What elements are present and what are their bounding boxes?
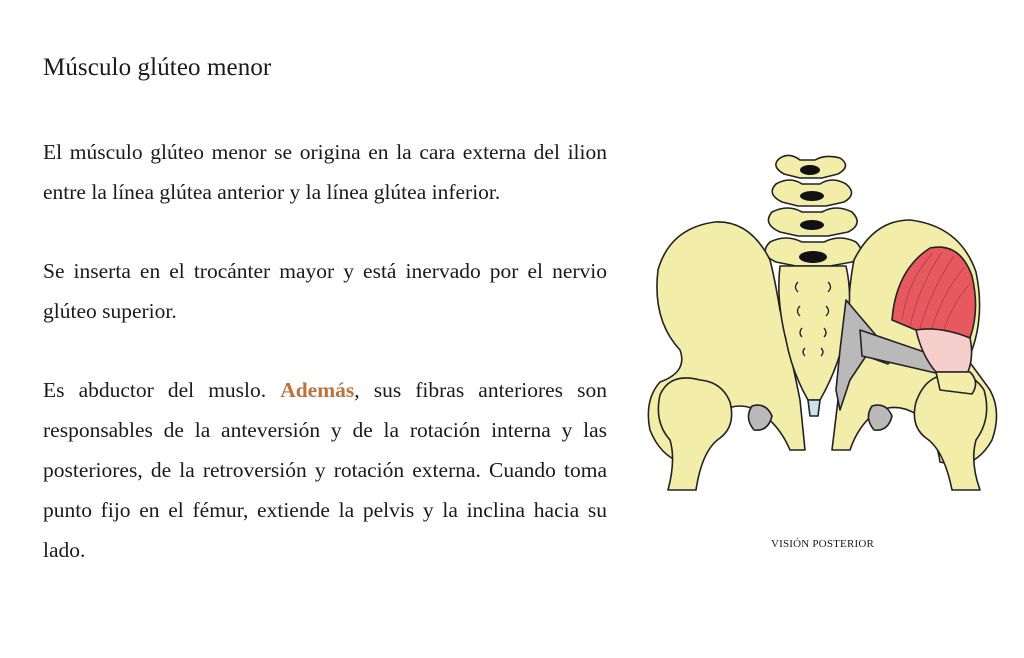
body-text xyxy=(43,132,607,609)
greater-trochanter xyxy=(936,372,976,394)
left-femur xyxy=(658,378,731,490)
left-obturator xyxy=(748,405,772,430)
figure-caption: VISIÓN POSTERIOR xyxy=(770,538,875,550)
page-title: Músculo glúteo menor xyxy=(43,54,272,81)
pelvis-posterior-svg xyxy=(640,150,1010,500)
pelvis-illustration xyxy=(640,150,1010,500)
ademas-link[interactable]: Además xyxy=(280,378,355,402)
right-obturator xyxy=(868,405,892,430)
paragraph-function-rest: , sus fibras anteriores son responsables de la anteversión y de la rotación interna y las posteriores, de la retroversión y rotación externa. Cuando toma punto fijo en el fémur, extiende la pelvis y la inclina hacia su lado. xyxy=(43,378,607,562)
paragraph-function xyxy=(43,370,607,570)
coccyx xyxy=(808,400,820,416)
paragraph-origin: El músculo glúteo menor se origina en la cara externa del ilion entre la línea glútea anterior y la línea glútea inferior. xyxy=(43,140,607,204)
paragraph-insertion: Se inserta en el trocánter mayor y está inervado por el nervio glúteo superior. xyxy=(43,259,607,323)
paragraph-function-start: Es abductor del muslo. xyxy=(43,378,281,402)
